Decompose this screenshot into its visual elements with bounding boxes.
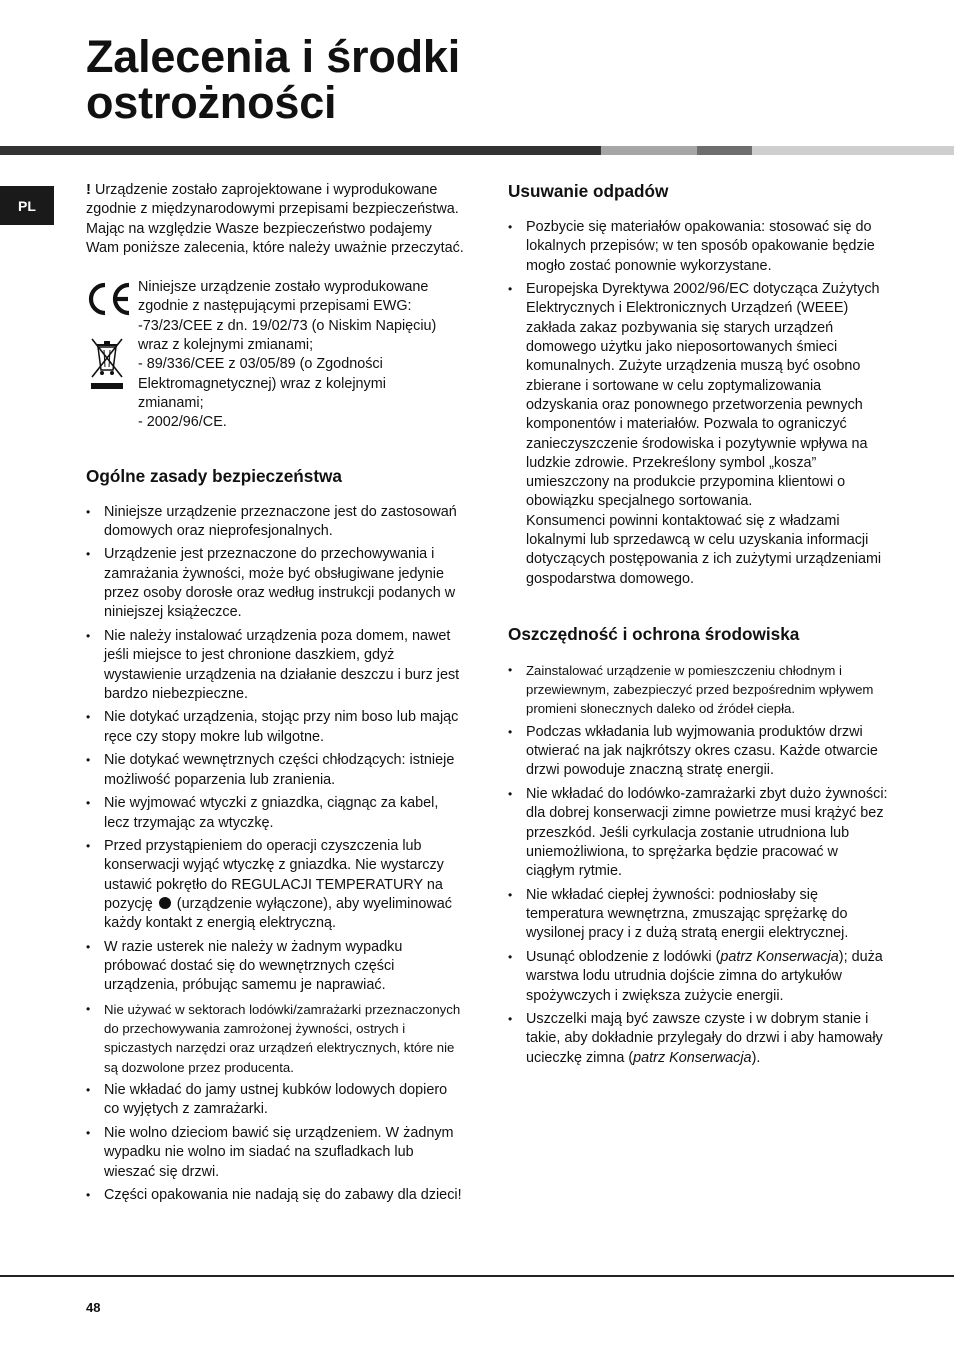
intro-paragraph	[86, 180, 466, 258]
compliance-block	[86, 278, 466, 432]
list-item: • Nie wkładać ciepłej żywności: podniosłaby się temperatura wewnętrzna, zmuszając sprężarkę do wysilonej pracy i z dużą stratą energii elektrycznej.	[508, 886, 890, 944]
seal-text-before: Uszczelki mają być zawsze czyste i w dobrym stanie i takie, aby dokładnie przylegały do drzwi i aby hamowały ucieczkę zimna (	[526, 1011, 883, 1066]
list-item: • Urządzenie jest przeznaczone do przechowywania i zamrażania żywności, może być obsługiwane jedynie przez osoby dorosłe oraz według instrukcji podanych w niniejszej książeczce.	[86, 545, 466, 622]
left-column	[86, 180, 466, 1210]
header-bar-pale-gray	[752, 146, 954, 155]
off-position-dot-icon	[159, 897, 171, 909]
list-item-cleaning	[86, 837, 466, 933]
waste-heading: Usuwanie odpadów	[508, 181, 669, 201]
list-item: • Zainstalować urządzenie w pomieszczeniu chłodnym i przewiewnym, zabezpieczyć przed bezpośrednim wpływem promieni słonecznych daleko od źródeł ciepła.	[508, 661, 890, 719]
header-bar-mid-gray	[697, 146, 752, 155]
language-tab: PL	[0, 186, 54, 225]
list-item: • Nie wkładać do lodówko-zamrażarki zbyt dużo żywności: dla dobrej konserwacji zimne powietrze musi krążyć bez przeszkód. Jeśli cyrkulacja zostanie utrudniona lub uniemożliwiona, to sprężarka będzie pracować w ciągłym rytmie.	[508, 785, 890, 881]
list-item: • Nie używać w sektorach lodówki/zamrażarki przeznaczonych do przechowywania zamrożonej żywności, ostrych i spiczastych narzędzi oraz urządzeń elektrycznych, które nie są dozwolone przez producenta.	[86, 1000, 466, 1077]
defrost-text-after: ); duża warstwa lodu utrudnia dojście zimna do artykułów spożywczych i zwiększa zużycie energii.	[526, 949, 883, 1004]
list-item: • Niniejsze urządzenie przeznaczone jest do zastosowań domowych oraz nieprofesjonalnych.	[86, 503, 466, 542]
list-item: • Nie dotykać wewnętrznych części chłodzących: istnieje możliwość poparzenia lub zranienia.	[86, 751, 466, 790]
footer-rule	[0, 1275, 954, 1277]
compliance-line: zgodnie z następującymi przepisami EWG:	[138, 298, 412, 315]
title-line-2: ostrożności	[86, 77, 337, 128]
general-safety-list	[86, 503, 466, 1206]
list-item-defrost	[508, 948, 890, 1006]
crossed-bin-icon	[88, 336, 126, 392]
list-item: • Pozbycie się materiałów opakowania: stosować się do lokalnych przepisów; w ten sposób opakowanie będzie mogło zostać ponownie wykorzystane.	[508, 218, 890, 276]
general-safety-heading: Ogólne zasady bezpieczeństwa	[86, 465, 342, 486]
list-item: • Części opakowania nie nadają się do zabawy dla dzieci!	[86, 1186, 466, 1205]
list-item: • Nie wkładać do jamy ustnej kubków lodowych dopiero co wyjętych z zamrażarki.	[86, 1081, 466, 1120]
right-column	[508, 180, 890, 1072]
waste-list	[508, 218, 890, 589]
page-title	[86, 31, 461, 128]
weee-text: Europejska Dyrektywa 2002/96/EC dotycząca Zużytych Elektrycznych i Elektronicznych Urządzeń (WEEE) zakłada zakaz pozbywania się starych urządzeń domowego użytku jako nieposortowanych śmieci komunalnych. Zużyte urządzenia muszą być osobno zbierane i sortowane w celu zoptymalizowania odzyskania oraz ponownego przetworzenia pewnych komponentów i materiałów. Pozwala to ograniczyć zanieczyszczenie środowiska i pozytywnie wpływa na ludzkie zdrowie. Przekreślony symbol „kosza” umieszczony na produkcie przypomina klientowi o obowiązku specjalnego sortowania.	[526, 281, 880, 510]
compliance-line: - 89/336/CEE z 03/05/89 (o Zgodności	[138, 356, 383, 373]
header-bar-light-gray	[601, 146, 697, 155]
ce-mark-icon	[86, 282, 132, 316]
intro-text: Urządzenie zostało zaprojektowane i wyprodukowane zgodnie z międzynarodowymi przepisami bezpieczeństwa. Mając na względzie Wasze bezpieczeństwo podajemy Wam poniższe zalecenia, które należy uważnie przeczytać.	[86, 182, 464, 256]
list-item: • W razie usterek nie należy w żadnym wypadku próbować dostać się do wewnętrznych części urządzenia, próbując samemu je naprawiać.	[86, 938, 466, 996]
eco-heading: Oszczędność i ochrona środowiska	[508, 623, 800, 644]
list-item: • Nie należy instalować urządzenia poza domem, nawet jeśli miejsce to jest chronione daszkiem, gdyż wystawienie urządzenia na działanie deszczu i burz jest bardzo niebezpieczne.	[86, 627, 466, 704]
header-bar-dark	[0, 146, 601, 155]
compliance-line: - 2002/96/CE.	[138, 414, 227, 431]
compliance-line: Elektromagnetycznej) wraz z kolejnymi	[138, 375, 386, 392]
seal-text-after: ).	[751, 1049, 761, 1066]
list-item: • Podczas wkładania lub wyjmowania produktów drzwi otwierać na jak najkrótszy okres czasu. Każde otwarcie drzwi powoduje znaczną stratę energii.	[508, 723, 890, 781]
list-item-weee	[508, 280, 890, 589]
cleaning-text-1: Przed przystąpieniem do operacji czyszczenia lub konserwacji wyjąć wtyczkę z gniazdka. Nie wystarczy ustawić pokrętło do REGULACJI TEMPERATURY na pozycję	[104, 838, 444, 912]
list-item: • Nie wolno dzieciom bawić się urządzeniem. W żadnym wypadku nie wolno im siadać na szufladkach lub wieszać się drzwi.	[86, 1124, 466, 1182]
title-line-1: Zalecenia i środki	[86, 31, 461, 82]
compliance-line: Niniejsze urządzenie zostało wyprodukowane	[138, 279, 429, 296]
list-item: • Nie dotykać urządzenia, stojąc przy nim boso lub mając ręce czy stopy mokre lub wilgotne.	[86, 708, 466, 747]
compliance-line: -73/23/CEE z dn. 19/02/73 (o Niskim Napięciu)	[138, 317, 437, 334]
defrost-text-before: Usunąć oblodzenie z lodówki (	[526, 949, 721, 965]
compliance-text	[138, 278, 466, 432]
compliance-line: zmianami;	[138, 394, 204, 411]
weee-text-continued: Konsumenci powinni kontaktować się z władzami lokalnymi lub sprzedawcą w celu uzyskania informacji dotyczących postępowania z ich zużytymi urządzeniami gospodarstwa domowego.	[526, 512, 882, 587]
page-number: 48	[86, 1300, 101, 1315]
list-item-seals	[508, 1010, 890, 1068]
defrost-reference: patrz Konserwacja	[720, 949, 839, 965]
seal-reference: patrz Konserwacja	[633, 1049, 752, 1066]
list-item: • Nie wyjmować wtyczki z gniazdka, ciągnąc za kabel, lecz trzymając za wtyczkę.	[86, 794, 466, 833]
warning-mark: !	[86, 181, 91, 198]
cleaning-text-2: (urządzenie wyłączone), aby wyeliminować każdy kontakt z energią elektryczną.	[104, 895, 452, 932]
eco-list	[508, 661, 890, 1068]
compliance-line: wraz z kolejnymi zmianami;	[138, 337, 314, 354]
